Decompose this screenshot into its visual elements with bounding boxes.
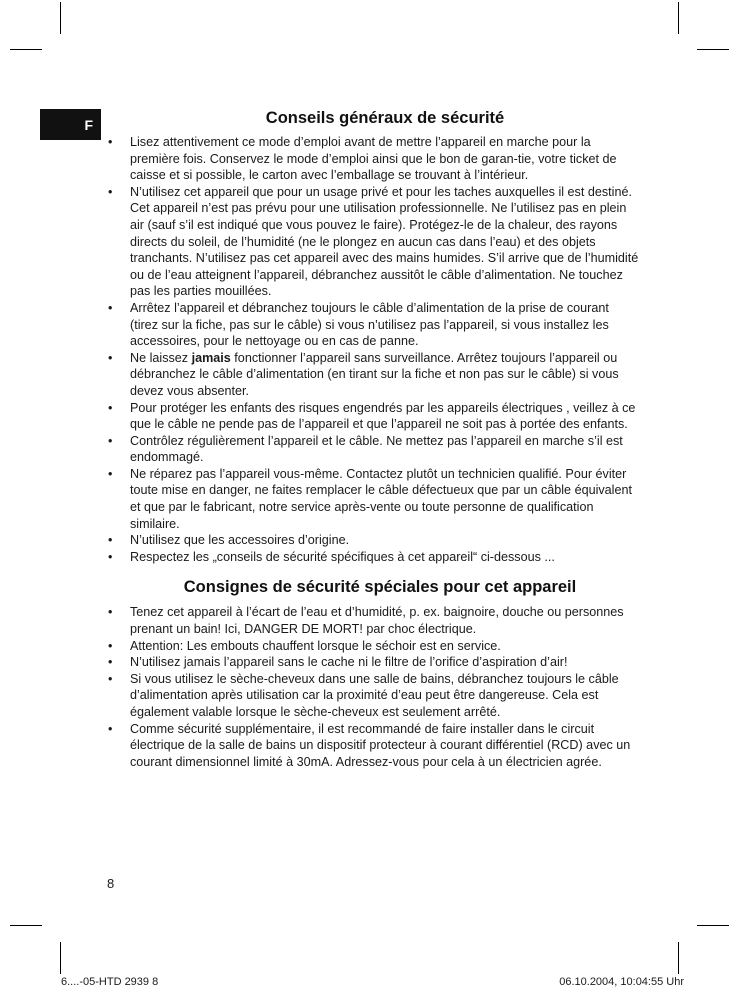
bullet-icon: •	[108, 135, 113, 149]
crop-mark	[10, 49, 42, 50]
list-item: • Respectez les „conseils de sécurité spécifiques à cet appareil“ ci-dessous ...	[108, 549, 555, 564]
crop-mark	[678, 2, 679, 34]
list-item: • Arrêtez l’appareil et débranchez toujours le câble d’alimentation de la prise de courant (tirez sur la fiche, pas sur le câble) si vous n’utilisez pas l’appareil, si vous installez les accessoires, pour le nettoyage ou en cas de panne.	[108, 300, 609, 349]
list-item: • Comme sécurité supplémentaire, il est recommandé de faire installer dans le circuit électrique de la salle de bains un dispositif protecteur à courant différentiel (RCD) avec un courant dimensionnel limité à 30mA. Adressez-vous pour cela à un électricien agrée.	[108, 721, 631, 769]
page-number: 8	[107, 876, 115, 891]
language-tab	[40, 109, 101, 140]
bullet-icon: •	[108, 350, 113, 365]
list-item: • Lisez attentivement ce mode d’emploi avant de mettre l’appareil en marche pour la première fois. Conservez le mode d’emploi ainsi que le bon de garan-tie, votre ticket de caisse et si possible, le carton avec l’emballage se trouvant à l’intérieur.	[108, 135, 617, 183]
crop-mark	[10, 925, 42, 926]
bullet-icon: •	[108, 433, 113, 448]
bullet-icon: •	[108, 549, 113, 564]
bullet-icon: •	[108, 721, 113, 736]
list-item: • N’utilisez cet appareil que pour un usage privé et pour les taches auxquelles il est destiné. Cet appareil n’est pas prévu pour une utilisation professionnelle. Ne l’utilisez pas en plein air (sauf s’il est indiqué que vous pouvez le faire). Protégez-le de la chaleur, des rayons directs du soleil, de l’humidité (ne le plongez en aucun cas dans l’eau) et des objets tranchants. N’utilisez pas cet appareil avec des mains humides. S’il arrive que de l’humidité ou de l’eau atteignent l’appareil, débranchez aussitôt le câble d’alimentation. Ne touchez pas les parties mouillées.	[108, 184, 639, 299]
bullet-icon: •	[108, 638, 113, 653]
section-title-special: Consignes de sécurité spéciales pour cet appareil	[183, 578, 577, 597]
crop-mark	[697, 49, 729, 50]
crop-mark	[697, 925, 729, 926]
crop-mark	[60, 942, 61, 974]
list-item: • Pour protéger les enfants des risques engendrés par les appareils électriques , veillez à ce que le câble ne pende pas de l’appareil et que l’appareil ne soit pas à portée des enfants.	[108, 400, 636, 432]
list-item: • N’utilisez jamais l’appareil sans le cache ni le filtre de l’orifice d’aspiration d’air!	[108, 655, 568, 670]
bullet-icon: •	[108, 400, 113, 415]
list-item: • Attention: Les embouts chauffent lorsque le séchoir est en service.	[108, 638, 501, 653]
special-safety-list	[108, 604, 640, 770]
bullet-icon: •	[108, 300, 113, 315]
page-content	[108, 108, 640, 770]
list-item: • Tenez cet appareil à l’écart de l’eau et d’humidité, p. ex. baignoire, douche ou personnes prenant un bain! Ici, DANGER DE MORT! par choc électrique.	[108, 605, 624, 637]
bullet-icon: •	[108, 466, 113, 481]
list-item: • Contrôlez régulièrement l’appareil et le câble. Ne mettez pas l’appareil en marche s’il est endommagé.	[108, 433, 623, 465]
list-item: • N’utilisez que les accessoires d’origine.	[108, 533, 350, 548]
bullet-icon: •	[108, 655, 113, 670]
footer-timestamp: 06.10.2004, 10:04:55 Uhr	[559, 976, 684, 988]
bullet-icon: •	[108, 533, 113, 548]
list-item: • Ne laissez jamais fonctionner l’appareil sans surveillance. Arrêtez toujours l’appareil ou débranchez le câble d’alimentation (en tirant sur la fiche et non pas sur le câble) si vous devez vous absenter.	[108, 350, 619, 398]
crop-mark	[60, 2, 61, 34]
footer-file-info: 6....-05-HTD 2939 8	[61, 976, 159, 988]
section-title-general: Conseils généraux de sécurité	[265, 109, 505, 127]
bullet-icon: •	[108, 671, 113, 686]
list-item: • Si vous utilisez le sèche-cheveux dans une salle de bains, débranchez toujours le câble d’alimentation après utilisation car la proximité d’eau peut être dangereuse. Cela est également valable lorsque le sèche-cheveux est seulement arrêté.	[108, 671, 619, 719]
general-safety-list	[108, 134, 640, 565]
crop-mark	[678, 942, 679, 974]
language-tab-label: F	[84, 116, 93, 133]
bullet-icon: •	[108, 184, 113, 199]
list-item: • Ne réparez pas l’appareil vous-même. Contactez plutôt un technicien qualifié. Pour éviter toute mise en danger, ne faites remplacer le câble défectueux que par un câble équivalent et que par le fabricant, notre service après-vente ou toute personne de qualification similaire.	[108, 466, 632, 531]
bullet-icon: •	[108, 605, 113, 620]
